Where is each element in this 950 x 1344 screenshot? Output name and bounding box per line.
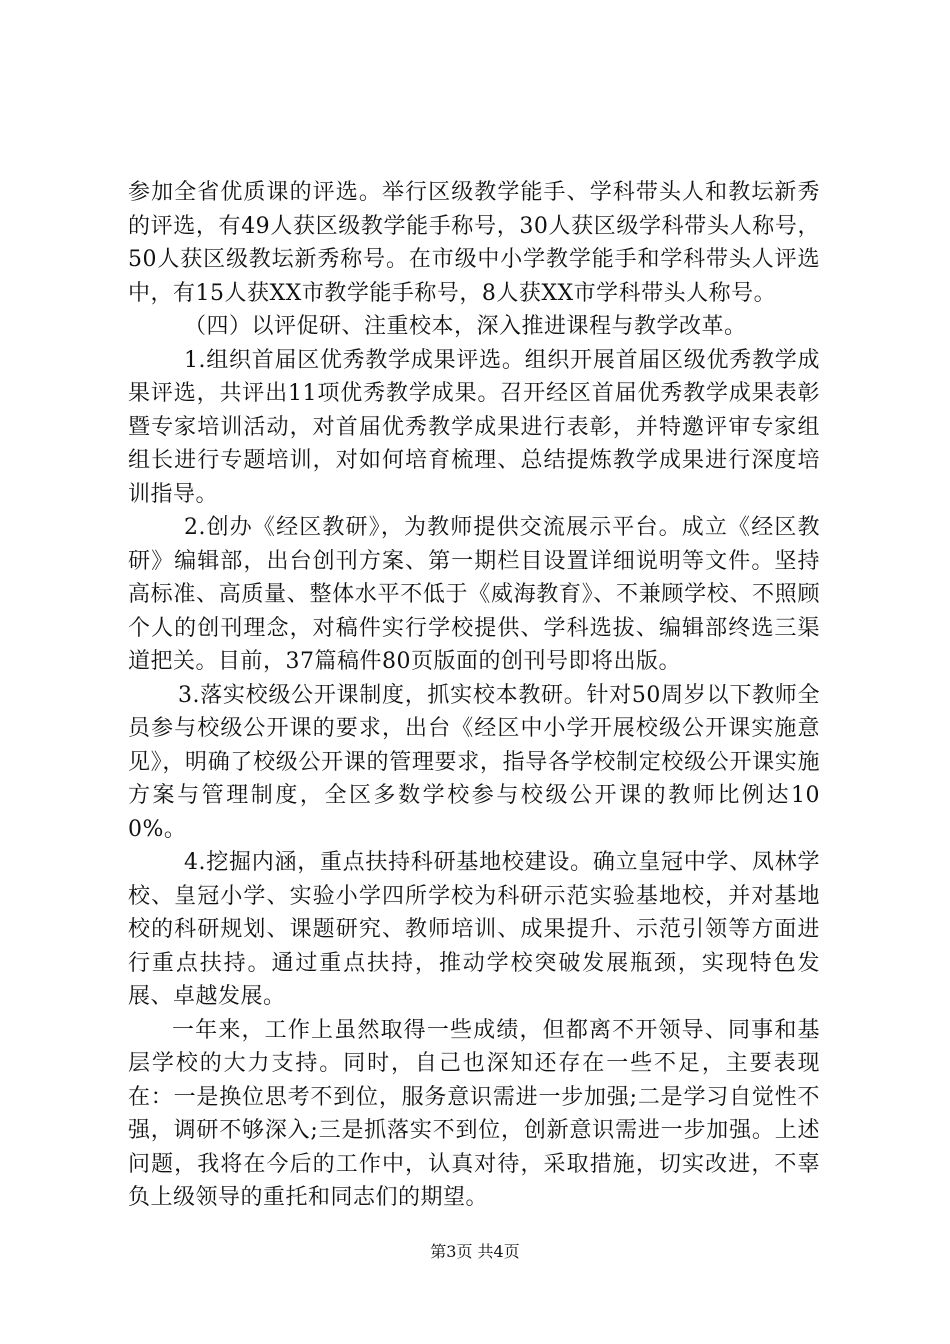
paragraph-summary: 一年来，工作上虽然取得一些成绩，但都离不开领导、同事和基层学校的大力支持。同时，自己也深知还存在一些不足，主要表现在：一是换位思考不到位，服务意识需进一步加强;二是学习自觉性不强，调研不够深入;三是抓落实不到位，创新意识需进一步加强。上述问题，我将在今后的工作中，认真对待，采取措施，切实改进，不辜负上级领导的重托和同志们的期望。 xyxy=(128,1017,820,1210)
paragraph-item-1: 1.组织首届区优秀教学成果评选。组织开展首届区级优秀教学成果评选，共评出11项优秀教学成果。召开经区首届优秀教学成果表彰暨专家培训活动，对首届优秀教学成果进行表彰，并特邀评审专家组组长进行专题培训，对如何培育梳理、总结提炼教学成果进行深度培训指导。 xyxy=(128,347,820,507)
paragraph-item-2: 2.创办《经区教研》，为教师提供交流展示平台。成立《经区教研》编辑部，出台创刊方案、第一期栏目设置详细说明等文件。坚持高标准、高质量、整体水平不低于《威海教育》、不兼顾学校、不照顾个人的创刊理念，对稿件实行学校提供、学科选拔、编辑部终选三渠道把关。目前，37篇稿件80页版面的创刊号即将出版。 xyxy=(128,515,820,674)
paragraph-teacher-awards: 参加全省优质课的评选。举行区级教学能手、学科带头人和教坛新秀的评选，有49人获区级教学能手称号，30人获区级学科带头人称号，50人获区级教坛新秀称号。在市级中小学教学能手和学科带头人评选中，有15人获XX市教学能手称号，8人获XX市学科带头人称号。 xyxy=(128,180,820,306)
page-number-footer: 第3页 共4页 xyxy=(430,1242,520,1261)
section-heading-four: （四）以评促研、注重校本，深入推进课程与教学改革。 xyxy=(184,314,747,339)
document-body xyxy=(128,176,820,1215)
paragraph-item-4: 4.挖掘内涵，重点扶持科研基地校建设。确立皇冠中学、凤林学校、皇冠小学、实验小学四所学校为科研示范实验基地校，并对基地校的科研规划、课题研究、教师培训、成果提升、示范引领等方面进行重点扶持。通过重点扶持，推动学校突破发展瓶颈，实现特色发展、卓越发展。 xyxy=(128,850,820,1009)
paragraph-item-3: 3.落实校级公开课制度，抓实校本教研。针对50周岁以下教师全员参与校级公开课的要求，出台《经区中小学开展校级公开课实施意见》，明确了校级公开课的管理要求，指导各学校制定校级公开课实施方案与管理制度，全区多数学校参与校级公开课的教师比例达100%。 xyxy=(128,682,820,842)
